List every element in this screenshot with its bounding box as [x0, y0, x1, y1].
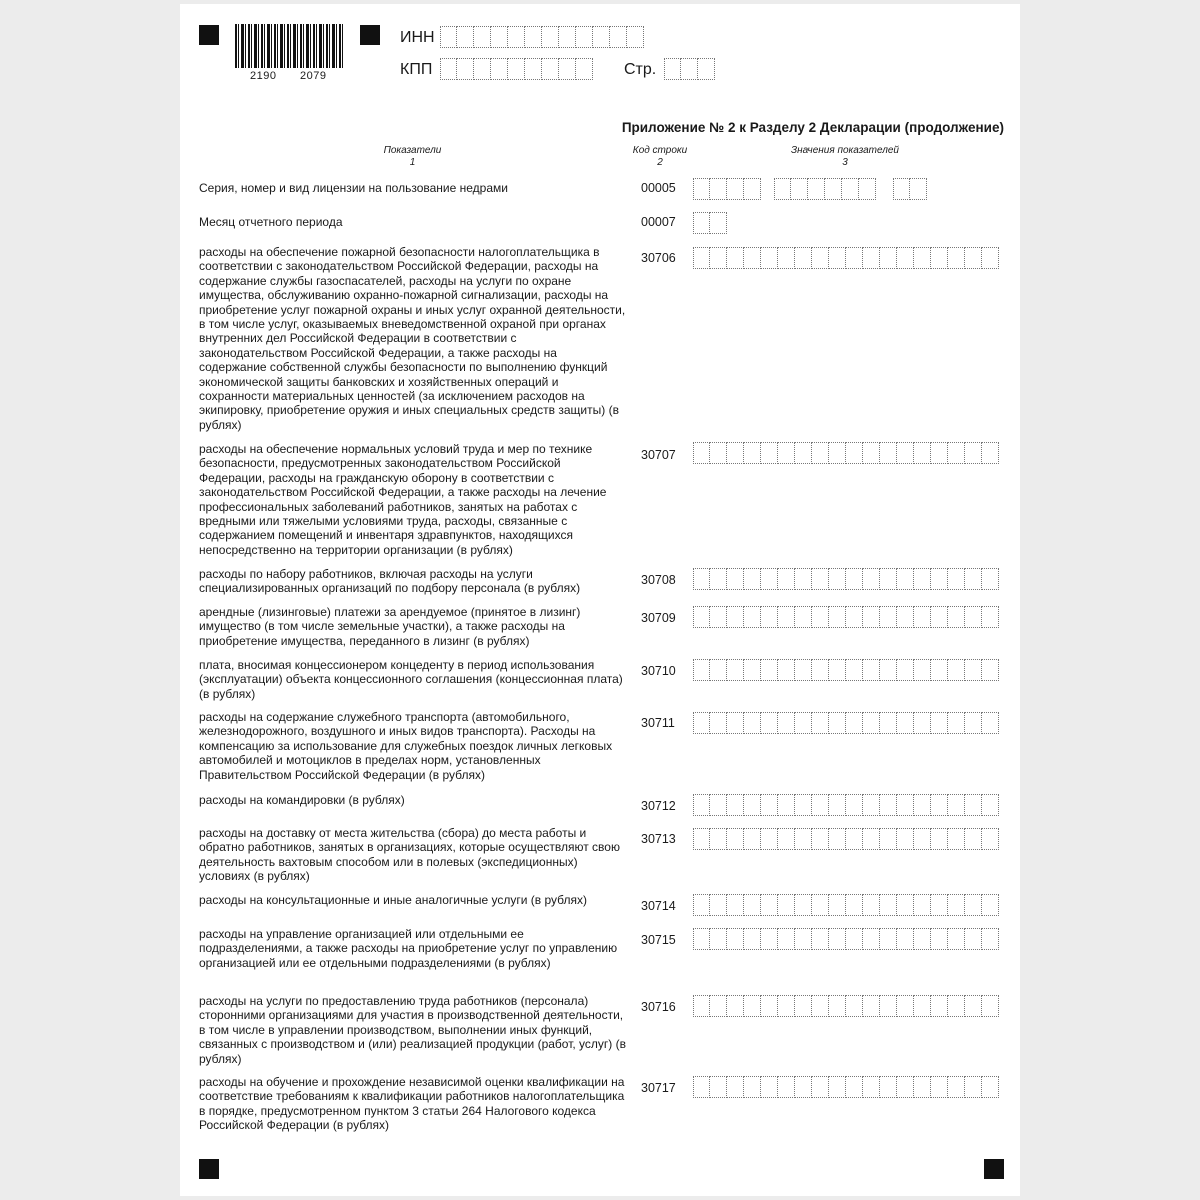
value-digit-cell[interactable] [897, 995, 914, 1017]
value-digit-cell[interactable] [761, 995, 778, 1017]
value-digit-cell[interactable] [795, 442, 812, 464]
value-digit-cell[interactable] [897, 247, 914, 269]
value-digit-cell[interactable] [744, 606, 761, 628]
value-digit-cell[interactable] [846, 606, 863, 628]
value-digit-cell[interactable] [727, 606, 744, 628]
value-digit-cell[interactable] [829, 606, 846, 628]
value-digit-cell[interactable] [880, 659, 897, 681]
value-field[interactable] [693, 712, 999, 734]
value-digit-cell[interactable] [863, 794, 880, 816]
value-digit-cell[interactable] [897, 928, 914, 950]
value-digit-cell[interactable] [710, 712, 727, 734]
value-digit-cell[interactable] [778, 894, 795, 916]
column-header-line-code-label: Код строки [632, 145, 688, 156]
value-field[interactable] [693, 247, 999, 269]
value-digit-cell[interactable] [727, 995, 744, 1017]
value-digit-cell[interactable] [710, 606, 727, 628]
value-field[interactable] [693, 442, 999, 464]
value-digit-cell[interactable] [693, 712, 710, 734]
value-digit-cell[interactable] [914, 442, 931, 464]
inn-field[interactable] [440, 26, 644, 48]
value-field[interactable] [693, 794, 999, 816]
value-digit-cell[interactable] [914, 828, 931, 850]
column-header-values-number: 3 [842, 157, 848, 168]
value-digit-cell[interactable] [914, 606, 931, 628]
value-digit-cell[interactable] [897, 606, 914, 628]
corner-marker-top-left [199, 25, 219, 45]
value-digit-cell[interactable] [931, 568, 948, 590]
value-digit-cell[interactable] [863, 442, 880, 464]
row-code: 30708 [641, 573, 676, 587]
value-digit-cell[interactable] [931, 928, 948, 950]
value-digit-cell[interactable] [948, 568, 965, 590]
value-digit-cell[interactable] [761, 928, 778, 950]
value-digit-cell[interactable] [863, 712, 880, 734]
row-label: расходы по набору работников, включая расходы на услуги специализированных организаций по подбору персонала (в рублях) [199, 567, 581, 596]
value-digit-cell[interactable] [727, 659, 744, 681]
value-digit-cell[interactable] [710, 928, 727, 950]
value-digit-cell[interactable] [693, 1076, 710, 1098]
value-digit-cell[interactable] [778, 712, 795, 734]
row-label: Месяц отчетного периода [199, 215, 343, 229]
value-digit-cell[interactable] [761, 712, 778, 734]
barcode [235, 24, 343, 68]
value-digit-cell[interactable] [761, 442, 778, 464]
value-digit-cell[interactable] [795, 247, 812, 269]
license-number-field[interactable] [774, 178, 876, 200]
value-digit-cell[interactable] [778, 659, 795, 681]
value-digit-cell[interactable] [829, 995, 846, 1017]
value-digit-cell[interactable] [795, 659, 812, 681]
value-digit-cell[interactable] [744, 659, 761, 681]
value-digit-cell[interactable] [846, 568, 863, 590]
value-digit-cell[interactable] [965, 712, 982, 734]
value-digit-cell[interactable] [829, 568, 846, 590]
value-digit-cell[interactable] [744, 928, 761, 950]
row-code: 30711 [641, 716, 675, 730]
value-digit-cell[interactable] [812, 894, 829, 916]
value-digit-cell[interactable] [982, 606, 999, 628]
value-digit-cell[interactable] [795, 712, 812, 734]
barcode-number-right: 2079 [300, 70, 327, 82]
column-header-line-code [620, 145, 700, 169]
value-digit-cell[interactable] [880, 606, 897, 628]
value-digit-cell[interactable] [931, 828, 948, 850]
value-digit-cell[interactable] [914, 568, 931, 590]
declaration-page [180, 4, 1020, 1196]
value-digit-cell[interactable] [914, 928, 931, 950]
value-digit-cell[interactable] [727, 894, 744, 916]
value-digit-cell[interactable] [948, 1076, 965, 1098]
value-digit-cell[interactable] [829, 712, 846, 734]
value-digit-cell[interactable] [846, 995, 863, 1017]
value-digit-cell[interactable] [812, 659, 829, 681]
value-digit-cell[interactable] [965, 442, 982, 464]
value-digit-cell[interactable] [812, 606, 829, 628]
value-digit-cell[interactable] [880, 995, 897, 1017]
value-digit-cell[interactable] [744, 894, 761, 916]
value-digit-cell[interactable] [795, 606, 812, 628]
value-digit-cell[interactable] [931, 894, 948, 916]
value-digit-cell[interactable] [710, 828, 727, 850]
value-digit-cell[interactable] [846, 659, 863, 681]
value-digit-cell[interactable] [982, 1076, 999, 1098]
value-digit-cell[interactable] [982, 928, 999, 950]
value-digit-cell[interactable] [778, 442, 795, 464]
value-digit-cell[interactable] [693, 794, 710, 816]
value-digit-cell[interactable] [778, 568, 795, 590]
value-digit-cell[interactable] [914, 712, 931, 734]
value-digit-cell[interactable] [897, 794, 914, 816]
value-digit-cell[interactable] [795, 1076, 812, 1098]
value-digit-cell[interactable] [965, 828, 982, 850]
corner-marker-top-right [360, 25, 380, 45]
value-digit-cell[interactable] [914, 894, 931, 916]
column-header-values-label: Значения показателей [790, 145, 899, 156]
value-field[interactable] [693, 828, 999, 850]
value-digit-cell[interactable] [965, 794, 982, 816]
value-digit-cell[interactable] [948, 894, 965, 916]
value-digit-cell[interactable] [727, 794, 744, 816]
kpp-label: КПП [400, 61, 433, 78]
inn-label: ИНН [400, 29, 435, 46]
value-digit-cell[interactable] [965, 568, 982, 590]
value-digit-cell[interactable] [931, 1076, 948, 1098]
row-label: расходы на управление организацией или отдельными ее подразделениями, а также расходы на приобретение услуг по управлению организацией или ее отдельными подразделениями (в рублях) [199, 927, 618, 970]
kpp-field[interactable] [440, 58, 593, 80]
row-label: расходы на обеспечение пожарной безопасности налогоплательщика в соответствии с законодательством Российской Федерации, расходы на содержание службы газоспасателей, расходы на услуги по охране имущества, обслуживанию охранно-пожарной сигнализации, расходы на приобретение услуг пожарной охраны и иных услуг охранной деятельности, в том числе услуг, оказываемых вневедомственной охраной при органах внутренних дел Российской Федерации в соответствии с законодательством Российской Федерации, а также расходы на содержание собственной службы безопасности по выполнению функций экономической защиты банковских и хозяйственных операций и сохранности материальных ценностей (за исключением расходов на экипировку, приобретение оружия и иных специальных средств защиты) (в рублях) [199, 245, 626, 432]
value-digit-cell[interactable] [795, 995, 812, 1017]
column-header-indicators [350, 145, 475, 169]
value-digit-cell[interactable] [897, 712, 914, 734]
value-digit-cell[interactable] [778, 828, 795, 850]
value-digit-cell[interactable] [931, 247, 948, 269]
value-digit-cell[interactable] [727, 928, 744, 950]
row-code: 30712 [641, 799, 676, 813]
value-digit-cell[interactable] [761, 1076, 778, 1098]
value-digit-cell[interactable] [693, 928, 710, 950]
value-digit-cell[interactable] [914, 995, 931, 1017]
value-digit-cell[interactable] [812, 928, 829, 950]
value-digit-cell[interactable] [863, 606, 880, 628]
value-digit-cell[interactable] [982, 712, 999, 734]
column-header-indicators-number: 1 [409, 157, 416, 168]
row-label: плата, вносимая концессионером концеденту в период использования (эксплуатации) объекта концессионного соглашения (концессионная плата) (в рублях) [199, 658, 623, 701]
month-field[interactable] [693, 212, 727, 234]
value-digit-cell[interactable] [863, 568, 880, 590]
row-code: 30714 [641, 899, 676, 913]
value-digit-cell[interactable] [982, 894, 999, 916]
value-digit-cell[interactable] [693, 247, 710, 269]
value-digit-cell[interactable] [982, 247, 999, 269]
value-digit-cell[interactable] [914, 247, 931, 269]
value-digit-cell[interactable] [914, 659, 931, 681]
value-digit-cell[interactable] [812, 442, 829, 464]
value-digit-cell[interactable] [761, 606, 778, 628]
value-digit-cell[interactable] [727, 712, 744, 734]
license-series-field[interactable] [693, 178, 761, 200]
value-digit-cell[interactable] [931, 442, 948, 464]
value-digit-cell[interactable] [812, 712, 829, 734]
value-digit-cell[interactable] [846, 247, 863, 269]
value-digit-cell[interactable] [744, 442, 761, 464]
value-digit-cell[interactable] [710, 1076, 727, 1098]
row-label: расходы на содержание служебного транспорта (автомобильного, железнодорожного, воздушного и иных видов транспорта). Расходы на компенсацию за использование для служебных поездок личных легковых автомобилей и мотоциклов в пределах норм, установленных Правительством Российской Федерации (в рублях) [199, 710, 613, 782]
value-digit-cell[interactable] [846, 928, 863, 950]
value-digit-cell[interactable] [880, 894, 897, 916]
value-digit-cell[interactable] [948, 247, 965, 269]
page-number-label: Стр. [624, 61, 657, 78]
value-field[interactable] [693, 659, 999, 681]
value-digit-cell[interactable] [727, 568, 744, 590]
value-digit-cell[interactable] [710, 894, 727, 916]
value-digit-cell[interactable] [897, 894, 914, 916]
value-digit-cell[interactable] [812, 568, 829, 590]
value-digit-cell[interactable] [897, 568, 914, 590]
row-label: расходы на консультационные и иные аналогичные услуги (в рублях) [199, 893, 587, 907]
value-digit-cell[interactable] [693, 606, 710, 628]
value-digit-cell[interactable] [982, 659, 999, 681]
value-digit-cell[interactable] [948, 794, 965, 816]
value-digit-cell[interactable] [693, 568, 710, 590]
row-code: 30706 [641, 251, 676, 265]
corner-marker-bottom-left [199, 1159, 219, 1179]
value-field[interactable] [693, 606, 999, 628]
value-digit-cell[interactable] [812, 794, 829, 816]
value-digit-cell[interactable] [897, 1076, 914, 1098]
value-digit-cell[interactable] [948, 659, 965, 681]
row-code: 00007 [641, 215, 676, 229]
value-digit-cell[interactable] [710, 794, 727, 816]
row-label: расходы на обеспечение нормальных условий труда и мер по технике безопасности, предусмотренных законодательством Российской Федерации, расходы на гражданскую оборону в соответствии с законодательством Российской Федерации, а также расходы на лечение профессиональных заболеваний работников, занятых на работах с вредными или тяжелыми условиями труда, расходы, связанные с содержанием помещений и инвентаря здравпунктов, находящихся непосредственно на территории организации (в рублях) [199, 442, 607, 557]
value-digit-cell[interactable] [931, 659, 948, 681]
value-digit-cell[interactable] [829, 659, 846, 681]
value-digit-cell[interactable] [812, 1076, 829, 1098]
value-digit-cell[interactable] [931, 606, 948, 628]
value-digit-cell[interactable] [761, 568, 778, 590]
value-digit-cell[interactable] [761, 247, 778, 269]
column-header-indicators-label: Показатели [383, 145, 442, 156]
value-digit-cell[interactable] [931, 794, 948, 816]
value-digit-cell[interactable] [846, 828, 863, 850]
value-digit-cell[interactable] [982, 995, 999, 1017]
value-digit-cell[interactable] [829, 894, 846, 916]
value-digit-cell[interactable] [744, 995, 761, 1017]
value-digit-cell[interactable] [880, 928, 897, 950]
row-code: 30707 [641, 448, 676, 462]
row-code: 30716 [641, 1000, 676, 1014]
value-digit-cell[interactable] [846, 894, 863, 916]
value-digit-cell[interactable] [982, 828, 999, 850]
value-digit-cell[interactable] [727, 1076, 744, 1098]
value-digit-cell[interactable] [965, 928, 982, 950]
value-digit-cell[interactable] [829, 1076, 846, 1098]
value-digit-cell[interactable] [710, 659, 727, 681]
value-digit-cell[interactable] [880, 828, 897, 850]
value-digit-cell[interactable] [693, 659, 710, 681]
value-digit-cell[interactable] [812, 247, 829, 269]
value-field[interactable] [693, 568, 999, 590]
value-digit-cell[interactable] [761, 794, 778, 816]
value-digit-cell[interactable] [710, 247, 727, 269]
value-digit-cell[interactable] [982, 442, 999, 464]
value-digit-cell[interactable] [693, 828, 710, 850]
value-digit-cell[interactable] [778, 928, 795, 950]
value-digit-cell[interactable] [829, 928, 846, 950]
value-digit-cell[interactable] [880, 1076, 897, 1098]
value-digit-cell[interactable] [744, 712, 761, 734]
row-label: расходы на обучение и прохождение независимой оценки квалификации на соответствие требованиям к квалификации работников налогоплательщика в порядке, предусмотренном пунктом 3 статьи 264 Налогового кодекса Российской Федерации (в рублях) [199, 1075, 625, 1133]
value-digit-cell[interactable] [948, 712, 965, 734]
row-label: арендные (лизинговые) платежи за арендуемое (принятое в лизинг) имущество (в том числе земельные участки), а также расходы на приобретение имущества, переданного в лизинг (в рублях) [199, 605, 581, 648]
value-digit-cell[interactable] [880, 712, 897, 734]
row-label: расходы на услуги по предоставлению труда работников (персонала) сторонними организациями для участия в производственной деятельности, в том числе в управлении производством, выполнении иных функций, связанных с производством и (или) реализацией продукции (работ, услуг) (в рублях) [199, 994, 626, 1066]
value-field[interactable] [693, 928, 999, 950]
value-digit-cell[interactable] [880, 247, 897, 269]
row-label: расходы на командировки (в рублях) [199, 793, 405, 807]
value-digit-cell[interactable] [778, 606, 795, 628]
value-digit-cell[interactable] [812, 828, 829, 850]
row-code: 30717 [641, 1081, 676, 1095]
value-digit-cell[interactable] [965, 1076, 982, 1098]
value-digit-cell[interactable] [965, 247, 982, 269]
value-field[interactable] [693, 995, 999, 1017]
row-code: 30710 [641, 664, 676, 678]
value-digit-cell[interactable] [744, 794, 761, 816]
value-digit-cell[interactable] [693, 894, 710, 916]
value-digit-cell[interactable] [710, 995, 727, 1017]
value-digit-cell[interactable] [863, 928, 880, 950]
value-digit-cell[interactable] [761, 659, 778, 681]
value-digit-cell[interactable] [948, 995, 965, 1017]
value-digit-cell[interactable] [727, 247, 744, 269]
value-digit-cell[interactable] [846, 712, 863, 734]
value-digit-cell[interactable] [982, 794, 999, 816]
value-digit-cell[interactable] [965, 995, 982, 1017]
value-digit-cell[interactable] [914, 794, 931, 816]
value-digit-cell[interactable] [727, 828, 744, 850]
value-digit-cell[interactable] [829, 442, 846, 464]
value-digit-cell[interactable] [863, 247, 880, 269]
value-digit-cell[interactable] [897, 828, 914, 850]
corner-marker-bottom-right [984, 1159, 1004, 1179]
value-digit-cell[interactable] [795, 794, 812, 816]
row-code: 30713 [641, 832, 676, 846]
value-digit-cell[interactable] [778, 995, 795, 1017]
value-digit-cell[interactable] [965, 606, 982, 628]
value-digit-cell[interactable] [863, 828, 880, 850]
value-field[interactable] [693, 1076, 999, 1098]
value-digit-cell[interactable] [897, 659, 914, 681]
value-digit-cell[interactable] [846, 1076, 863, 1098]
value-digit-cell[interactable] [812, 995, 829, 1017]
row-code: 00005 [641, 181, 676, 195]
license-type-field[interactable] [893, 178, 927, 200]
value-digit-cell[interactable] [744, 568, 761, 590]
column-header-values [775, 145, 915, 169]
value-digit-cell[interactable] [931, 995, 948, 1017]
value-digit-cell[interactable] [829, 828, 846, 850]
row-label: Серия, номер и вид лицензии на пользование недрами [199, 181, 508, 195]
value-digit-cell[interactable] [863, 659, 880, 681]
value-digit-cell[interactable] [778, 794, 795, 816]
value-digit-cell[interactable] [744, 828, 761, 850]
row-label: расходы на доставку от места жительства (сбора) до места работы и обратно работников, занятых в организациях, которые осуществляют свою деятельность вахтовым способом или в полевых (экспедиционных) условиях (в рублях) [199, 826, 620, 884]
value-digit-cell[interactable] [710, 568, 727, 590]
value-digit-cell[interactable] [761, 894, 778, 916]
column-header-line-code-number: 2 [657, 157, 663, 168]
value-digit-cell[interactable] [761, 828, 778, 850]
value-digit-cell[interactable] [965, 894, 982, 916]
value-digit-cell[interactable] [829, 794, 846, 816]
value-digit-cell[interactable] [863, 1076, 880, 1098]
value-digit-cell[interactable] [965, 659, 982, 681]
value-digit-cell[interactable] [880, 442, 897, 464]
value-digit-cell[interactable] [795, 568, 812, 590]
value-digit-cell[interactable] [948, 828, 965, 850]
value-digit-cell[interactable] [948, 928, 965, 950]
value-digit-cell[interactable] [778, 247, 795, 269]
value-digit-cell[interactable] [846, 442, 863, 464]
value-digit-cell[interactable] [880, 568, 897, 590]
value-digit-cell[interactable] [778, 1076, 795, 1098]
value-digit-cell[interactable] [948, 442, 965, 464]
value-digit-cell[interactable] [880, 794, 897, 816]
value-digit-cell[interactable] [727, 442, 744, 464]
value-digit-cell[interactable] [931, 712, 948, 734]
value-digit-cell[interactable] [710, 442, 727, 464]
row-code: 30715 [641, 933, 676, 947]
value-digit-cell[interactable] [795, 828, 812, 850]
value-digit-cell[interactable] [914, 1076, 931, 1098]
value-digit-cell[interactable] [829, 247, 846, 269]
form-title: Приложение № 2 к Разделу 2 Декларации (продолжение) [621, 120, 1004, 135]
value-digit-cell[interactable] [693, 995, 710, 1017]
value-field[interactable] [693, 894, 999, 916]
barcode-number-left: 2190 [250, 70, 277, 82]
page-number-field[interactable] [664, 58, 715, 80]
value-digit-cell[interactable] [744, 247, 761, 269]
value-digit-cell[interactable] [982, 568, 999, 590]
value-digit-cell[interactable] [744, 1076, 761, 1098]
value-digit-cell[interactable] [948, 606, 965, 628]
value-digit-cell[interactable] [863, 995, 880, 1017]
value-digit-cell[interactable] [897, 442, 914, 464]
row-code: 30709 [641, 611, 676, 625]
value-digit-cell[interactable] [846, 794, 863, 816]
value-digit-cell[interactable] [693, 442, 710, 464]
value-digit-cell[interactable] [795, 894, 812, 916]
value-digit-cell[interactable] [863, 894, 880, 916]
value-digit-cell[interactable] [795, 928, 812, 950]
